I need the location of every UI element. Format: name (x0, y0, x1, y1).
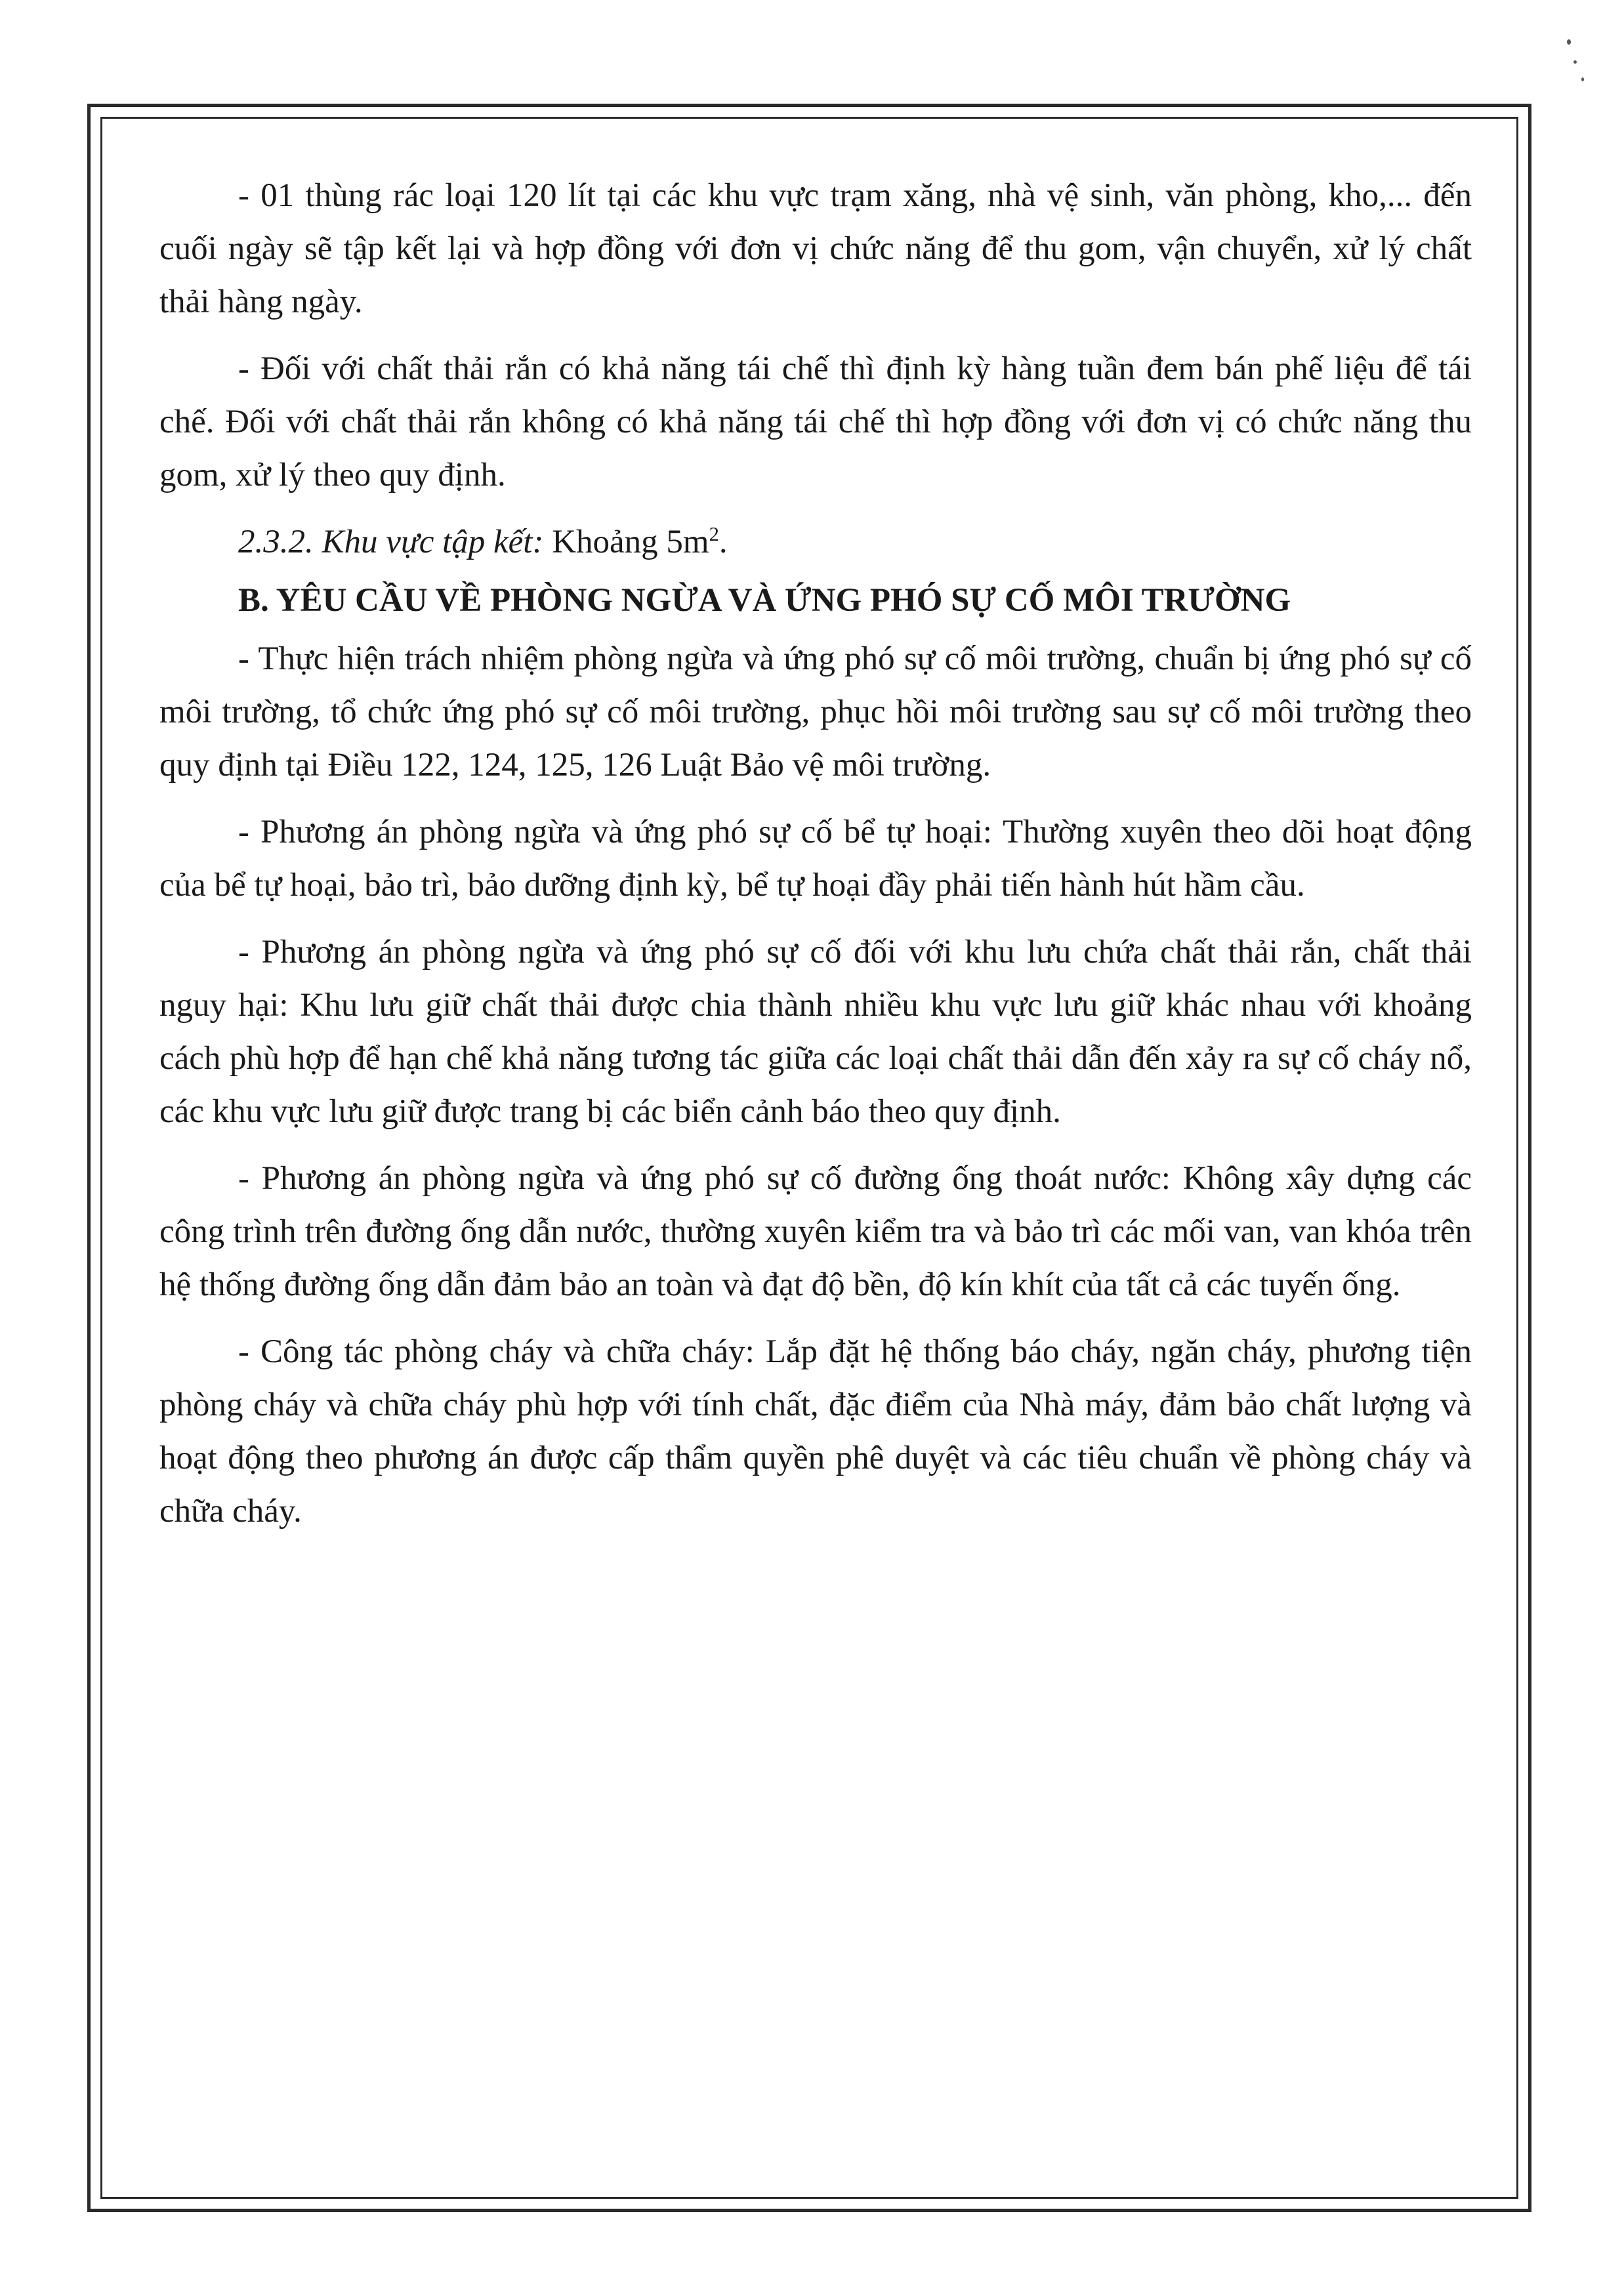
paragraph: - Phương án phòng ngừa và ứng phó sự cố đối với khu lưu chứa chất thải rắn, chất thải nguy hại: Khu lưu giữ chất thải được chia thành nhiều khu vực lưu giữ khác nhau với khoảng cách phù hợp để hạn chế khả năng tương tác giữa các loại chất thải dẫn đến xảy ra sự cố cháy nổ, các khu vực lưu giữ được trang bị các biển cảnh báo theo quy định. (159, 934, 1472, 1130)
scan-speck (1581, 77, 1584, 81)
scan-speck (1573, 60, 1577, 64)
subsection-label: 2.3.2. Khu vực tập kết: (238, 524, 544, 560)
scan-speck (1567, 39, 1571, 45)
subsection-line (159, 516, 1472, 569)
paragraph: - Phương án phòng ngừa và ứng phó sự cố đường ống thoát nước: Không xây dựng các công trình trên đường ống dẫn nước, thường xuyên kiểm tra và bảo trì các mối van, van khóa trên hệ thống đường ống dẫn đảm bảo an toàn và đạt độ bền, độ kín khít của tất cả các tuyến ống. (159, 1160, 1472, 1303)
subsection-superscript: 2 (709, 523, 719, 545)
paragraph: - Đối với chất thải rắn có khả năng tái chế thì định kỳ hàng tuần đem bán phế liệu để tái chế. Đối với chất thải rắn không có khả năng tái chế thì hợp đồng với đơn vị có chức năng thu gom, xử lý theo quy định. (159, 350, 1472, 493)
paragraph: - 01 thùng rác loại 120 lít tại các khu vực trạm xăng, nhà vệ sinh, văn phòng, kho,... đến cuối ngày sẽ tập kết lại và hợp đồng với đơn vị chức năng để thu gom, vận chuyển, xử lý chất thải hàng ngày. (159, 177, 1472, 320)
document-body (159, 169, 1472, 1552)
section-heading: B. YÊU CẦU VỀ PHÒNG NGỪA VÀ ỨNG PHÓ SỰ CỐ MÔI TRƯỜNG (238, 582, 1291, 619)
subsection-value: Khoảng 5m (543, 524, 709, 560)
paragraph: - Phương án phòng ngừa và ứng phó sự cố bể tự hoại: Thường xuyên theo dõi hoạt động của bể tự hoại, bảo trì, bảo dưỡng định kỳ, bể tự hoại đầy phải tiến hành hút hầm cầu. (159, 814, 1472, 904)
paragraph: - Thực hiện trách nhiệm phòng ngừa và ứng phó sự cố môi trường, chuẩn bị ứng phó sự cố môi trường, tổ chức ứng phó sự cố môi trường, phục hồi môi trường sau sự cố môi trường theo quy định tại Điều 122, 124, 125, 126 Luật Bảo vệ môi trường. (159, 640, 1472, 783)
subsection-end: . (718, 524, 728, 560)
paragraph: - Công tác phòng cháy và chữa cháy: Lắp đặt hệ thống báo cháy, ngăn cháy, phương tiện phòng cháy và chữa cháy phù hợp với tính chất, đặc điểm của Nhà máy, đảm bảo chất lượng và hoạt động theo phương án được cấp thẩm quyền phê duyệt và các tiêu chuẩn về phòng cháy và chữa cháy. (159, 1333, 1472, 1530)
